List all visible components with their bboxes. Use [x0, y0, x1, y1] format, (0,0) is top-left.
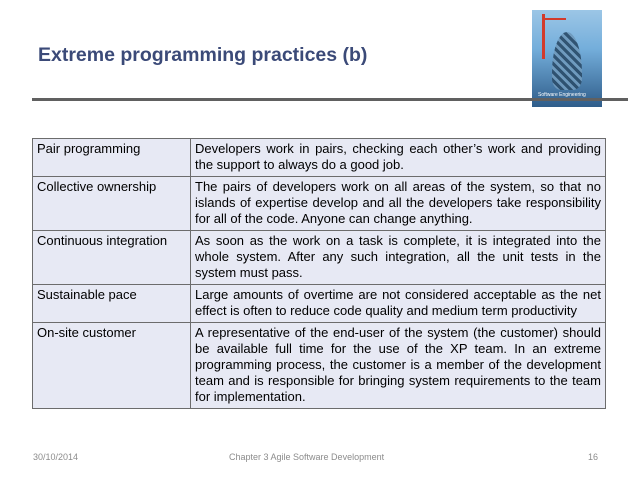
book-cover-label: Software Engineering	[538, 92, 586, 98]
table-row	[33, 177, 606, 231]
practices-table	[32, 138, 606, 409]
footer-date: 30/10/2014	[33, 452, 79, 462]
practice-name: Sustainable pace	[33, 285, 191, 323]
book-cover-image	[532, 10, 602, 107]
practice-name: Continuous integration	[33, 231, 191, 285]
page-number: 16	[588, 452, 599, 462]
practice-description: Developers work in pairs, checking each other’s work and providing the support to always do a good job.	[191, 139, 606, 177]
tower-graphic	[552, 32, 582, 90]
practice-description: As soon as the work on a task is complete, it is integrated into the whole system. After any such integration, all the unit tests in the system must pass.	[191, 231, 606, 285]
crane-arm-graphic	[542, 18, 566, 20]
practice-name: Collective ownership	[33, 177, 191, 231]
practice-description: A representative of the end-user of the system (the customer) should be available full time for the use of the XP team. In an extreme programming process, the customer is a member of the development team and is responsible for bringing system requirements to the team for implementation.	[191, 323, 606, 409]
footer-chapter: Chapter 3 Agile Software Development	[229, 452, 385, 462]
table-row	[33, 323, 606, 409]
practice-description: Large amounts of overtime are not considered acceptable as the net effect is often to reduce code quality and medium term productivity	[191, 285, 606, 323]
practice-name: On-site customer	[33, 323, 191, 409]
title-divider	[32, 98, 628, 101]
table-row	[33, 231, 606, 285]
slide-title: Extreme programming practices (b)	[38, 44, 368, 66]
crane-graphic	[542, 14, 545, 59]
practice-name: Pair programming	[33, 139, 191, 177]
table-row	[33, 285, 606, 323]
table-row	[33, 139, 606, 177]
practice-description: The pairs of developers work on all areas of the system, so that no islands of expertise develop and all the developers take responsibility for all of the code. Anyone can change anything.	[191, 177, 606, 231]
